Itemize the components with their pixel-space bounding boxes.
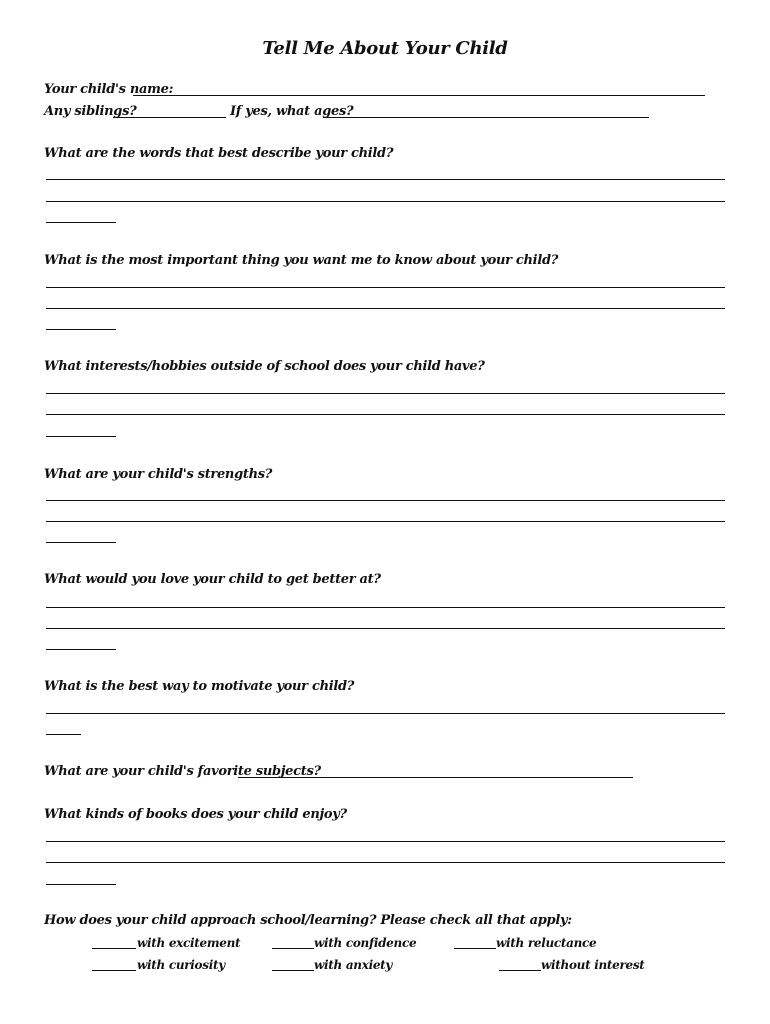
option-reluctance: with reluctance bbox=[496, 936, 597, 950]
answer-line[interactable] bbox=[46, 222, 116, 223]
answer-line[interactable] bbox=[46, 436, 116, 437]
option-anxiety: with anxiety bbox=[314, 958, 393, 972]
option-excitement: with excitement bbox=[137, 936, 241, 950]
option-confidence: with confidence bbox=[314, 936, 417, 950]
answer-line[interactable] bbox=[46, 500, 725, 501]
answer-line[interactable] bbox=[46, 841, 725, 842]
answer-line[interactable] bbox=[46, 862, 725, 863]
option-no-interest: without interest bbox=[541, 958, 645, 972]
answer-line[interactable] bbox=[46, 414, 725, 415]
answer-line[interactable] bbox=[46, 521, 725, 522]
subjects-field[interactable] bbox=[238, 777, 633, 778]
answer-line[interactable] bbox=[46, 649, 116, 650]
answer-line[interactable] bbox=[46, 628, 725, 629]
name-field[interactable] bbox=[133, 95, 705, 96]
answer-line[interactable] bbox=[46, 734, 81, 735]
answer-line[interactable] bbox=[46, 329, 116, 330]
question-approach: How does your child approach school/learning? Please check all that apply: bbox=[44, 913, 572, 928]
siblings-field[interactable] bbox=[113, 117, 226, 118]
ages-field[interactable] bbox=[323, 117, 649, 118]
answer-line[interactable] bbox=[46, 308, 725, 309]
question-motivate: What is the best way to motivate your child? bbox=[44, 679, 355, 694]
question-books: What kinds of books does your child enjoy? bbox=[44, 807, 347, 822]
question-interests: What interests/hobbies outside of school does your child have? bbox=[44, 359, 485, 374]
question-subjects: What are your child's favorite subjects? bbox=[44, 764, 321, 779]
answer-line[interactable] bbox=[46, 201, 725, 202]
question-strengths: What are your child's strengths? bbox=[44, 467, 273, 482]
answer-line[interactable] bbox=[46, 542, 116, 543]
answer-line[interactable] bbox=[46, 713, 725, 714]
checkbox-line-confidence[interactable] bbox=[272, 948, 314, 949]
name-label: Your child's name: bbox=[44, 82, 174, 97]
siblings-label: Any siblings? bbox=[44, 104, 137, 119]
answer-line[interactable] bbox=[46, 884, 116, 885]
option-curiosity: with curiosity bbox=[137, 958, 225, 972]
question-better: What would you love your child to get better at? bbox=[44, 572, 381, 587]
question-words: What are the words that best describe your child? bbox=[44, 146, 394, 161]
checkbox-line-reluctance[interactable] bbox=[454, 948, 496, 949]
page-title: Tell Me About Your Child bbox=[262, 38, 508, 59]
checkbox-line-excitement[interactable] bbox=[92, 948, 136, 949]
checkbox-line-curiosity[interactable] bbox=[92, 970, 136, 971]
ages-label: If yes, what ages? bbox=[230, 104, 354, 119]
answer-line[interactable] bbox=[46, 393, 725, 394]
answer-line[interactable] bbox=[46, 287, 725, 288]
question-important: What is the most important thing you want me to know about your child? bbox=[44, 253, 559, 268]
checkbox-line-anxiety[interactable] bbox=[272, 970, 314, 971]
answer-line[interactable] bbox=[46, 179, 725, 180]
answer-line[interactable] bbox=[46, 607, 725, 608]
checkbox-line-no-interest[interactable] bbox=[499, 970, 541, 971]
